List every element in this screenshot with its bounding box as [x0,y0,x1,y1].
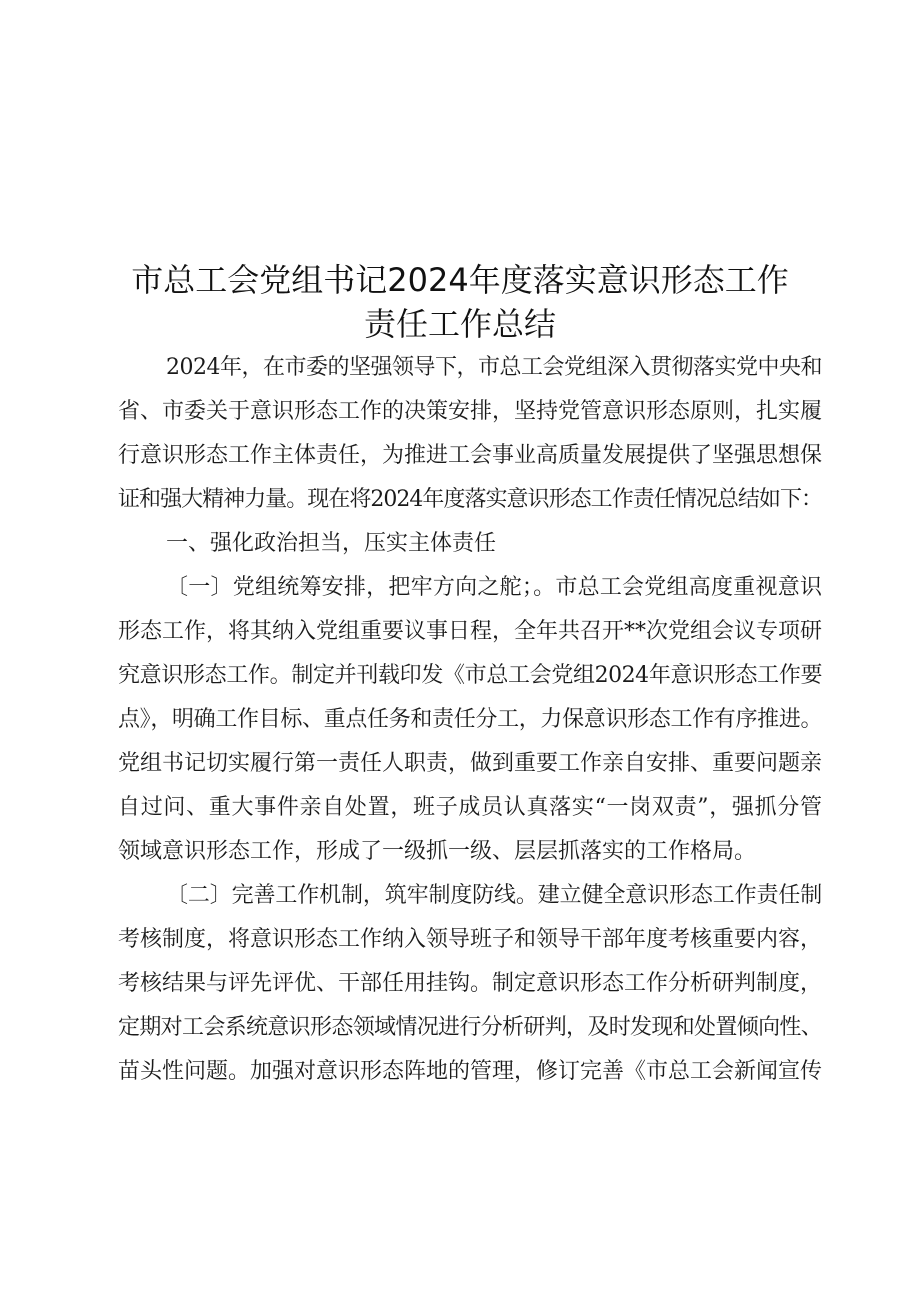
document-title-line-1: 市总工会党组书记2024年度落实意识形态工作 [131,261,789,299]
paragraph-line: 〔二〕完善工作机制，筑牢制度防线。建立健全意识形态工作责任制 [166,883,822,908]
paragraph-line: 苗头性问题。加强对意识形态阵地的管理，修订完善《市总工会新闻宣传 [118,1059,823,1084]
paragraph-line: 究意识形态工作。制定并刊载印发《市总工会党组2024年意识形态工作要 [118,663,822,688]
paragraph-line: 省、市委关于意识形态工作的决策安排，坚持党管意识形态原则，扎实履 [118,399,823,424]
paragraph-line: 考核结果与评先评优、干部任用挂钩。制定意识形态工作分析研判制度， [118,971,823,996]
paragraph-line: 自过问、重大事件亲自处置，班子成员认真落实“一岗双责”，强抓分管 [118,795,822,820]
paragraph-line: 2024年，在市委的坚强领导下，市总工会党组深入贯彻落实党中央和 [166,355,822,380]
paragraph-line: 证和强大精神力量。现在将2024年度落实意识形态工作责任情况总结如下： [118,487,822,512]
paragraph-line: 点》，明确工作目标、重点任务和责任分工，力保意识形态工作有序推进。 [118,707,822,732]
paragraph-line: 考核制度，将意识形态工作纳入领导班子和领导干部年度考核重要内容， [118,927,823,952]
paragraph-line: 定期对工会系统意识形态领域情况进行分析研判，及时发现和处置倾向性、 [118,1015,822,1040]
paragraph-line: 〔一〕党组统筹安排，把牢方向之舵；。市总工会党组高度重视意识 [166,575,822,600]
section-heading: 一、强化政治担当，压实主体责任 [166,531,497,556]
paragraph-line: 行意识形态工作主体责任，为推进工会事业高质量发展提供了坚强思想保 [118,443,823,468]
paragraph-line: 形态工作，将其纳入党组重要议事日程，全年共召开**次党组会议专项研 [118,619,823,644]
paragraph-line: 党组书记切实履行第一责任人职责，做到重要工作亲自安排、重要问题亲 [118,751,823,776]
paragraph-line: 领域意识形态工作，形成了一级抓一级、层层抓落实的工作格局。 [118,839,757,864]
document-title-line-2: 责任工作总结 [363,305,556,343]
